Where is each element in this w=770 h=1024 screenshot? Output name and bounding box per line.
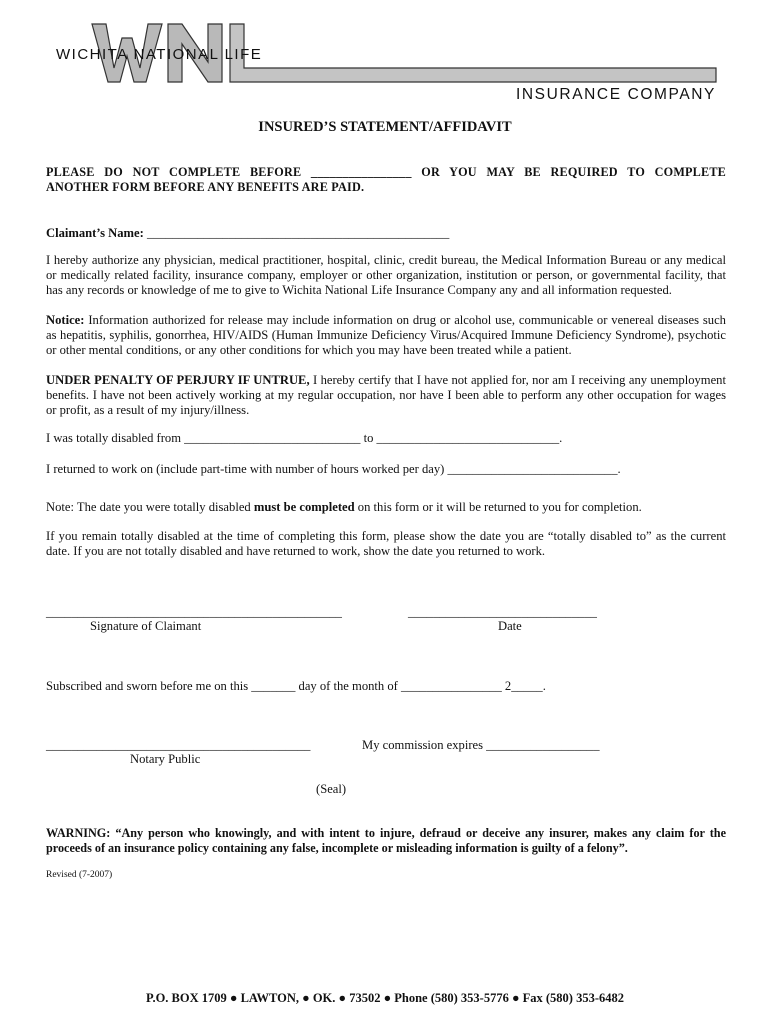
notice-text: Information authorized for release may include information on drug or alcohol use, communicable or venereal diseases such as hepatitis, syphilis, gonorrhea, HIV/AIDS (Human Immunize Deficiency Virus/Acquired Immune Deficiency Syndrome), psychotic or other mental conditions, or any other conditions for which you may have been treated while a patient. — [46, 313, 726, 357]
header-warning-line2: ANOTHER FORM BEFORE ANY BENEFITS ARE PAID. — [46, 180, 365, 194]
perjury-label: UNDER PENALTY OF PERJURY IF UNTRUE, — [46, 373, 310, 387]
company-logo — [48, 18, 728, 108]
commission-expires-row[interactable]: My commission expires __________________ — [362, 738, 600, 752]
warning-text: “Any person who knowingly, and with intent to injure, defraud or deceive any insurer, makes any claim for the proceeds of an insurance policy containing any false, incomplete or misleading information is guilty of a felony”. — [46, 826, 726, 855]
seal-label: (Seal) — [316, 782, 347, 796]
returned-to-work-row[interactable]: I returned to work on (include part-time with number of hours worked per day) ___________________________. — [46, 462, 621, 476]
revision-date: Revised (7-2007) — [46, 870, 113, 880]
felony-warning — [46, 826, 726, 856]
disabled-dates-row[interactable]: I was totally disabled from ____________________________ to _____________________________. — [46, 431, 563, 445]
subscribed-sworn-row[interactable]: Subscribed and sworn before me on this _______ day of the month of ________________ 2_____. — [46, 679, 546, 693]
date-label: Date — [498, 619, 522, 633]
perjury-paragraph — [46, 373, 726, 418]
monogram-l — [230, 24, 716, 82]
claimant-name-field[interactable]: ________________________________________________ — [146, 226, 450, 240]
notice-paragraph — [46, 313, 726, 358]
note-line — [46, 500, 642, 515]
footer-address: P.O. BOX 1709 ● LAWTON, ● OK. ● 73502 ● Phone (580) 353-5776 ● Fax (580) 353-6482 — [145, 991, 625, 1005]
notary-signature-field[interactable]: __________________________________________ — [46, 738, 311, 752]
claimant-name-row — [46, 226, 449, 241]
note-after: on this form or it will be returned to you for completion. — [357, 500, 642, 514]
claimant-signature-field[interactable]: _______________________________________________ — [46, 605, 342, 619]
remain-disabled-paragraph: If you remain totally disabled at the time of completing this form, please show the date you are “totally disabled to” as the current date. If you are not totally disabled and have returned to work, show the date you returned to work. — [46, 529, 726, 558]
company-name-line: WICHITA NATIONAL LIFE — [56, 46, 263, 63]
perjury-text: I hereby certify that I have not applied for, nor am I receiving any unemployment benefits. I have not been actively working at my regular occupation, nor have I been able to perform any other occupation for wages or profit, as a result of my injury/illness. — [46, 373, 726, 417]
claimant-name-label: Claimant’s Name: — [46, 226, 144, 240]
warning-label: WARNING: — [46, 826, 111, 840]
notice-label: Notice: — [46, 313, 85, 327]
header-warning — [46, 164, 726, 180]
form-title: INSURED’S STATEMENT/AFFIDAVIT — [258, 119, 512, 135]
header-warning-2 — [46, 180, 726, 195]
header-warning-line1: PLEASE DO NOT COMPLETE BEFORE ________________ OR YOU MAY BE REQUIRED TO COMPLETE — [46, 165, 726, 179]
authorization-paragraph: I hereby authorize any physician, medical practitioner, hospital, clinic, credit bureau, the Medical Information Bureau or any medical or medically related facility, insurance company, employer or other organization, institution or person, or governmental facility, that has any records or knowledge of me to give to Wichita National Life Insurance Company any and all information requested. — [46, 253, 726, 297]
note-bold: must be completed — [253, 500, 355, 514]
claimant-signature-label: Signature of Claimant — [90, 619, 202, 633]
date-field[interactable]: ______________________________ — [408, 605, 597, 619]
notary-public-label: Notary Public — [130, 752, 201, 766]
note-before: Note: The date you were totally disabled — [46, 500, 251, 514]
company-sub-line: INSURANCE COMPANY — [515, 86, 716, 103]
